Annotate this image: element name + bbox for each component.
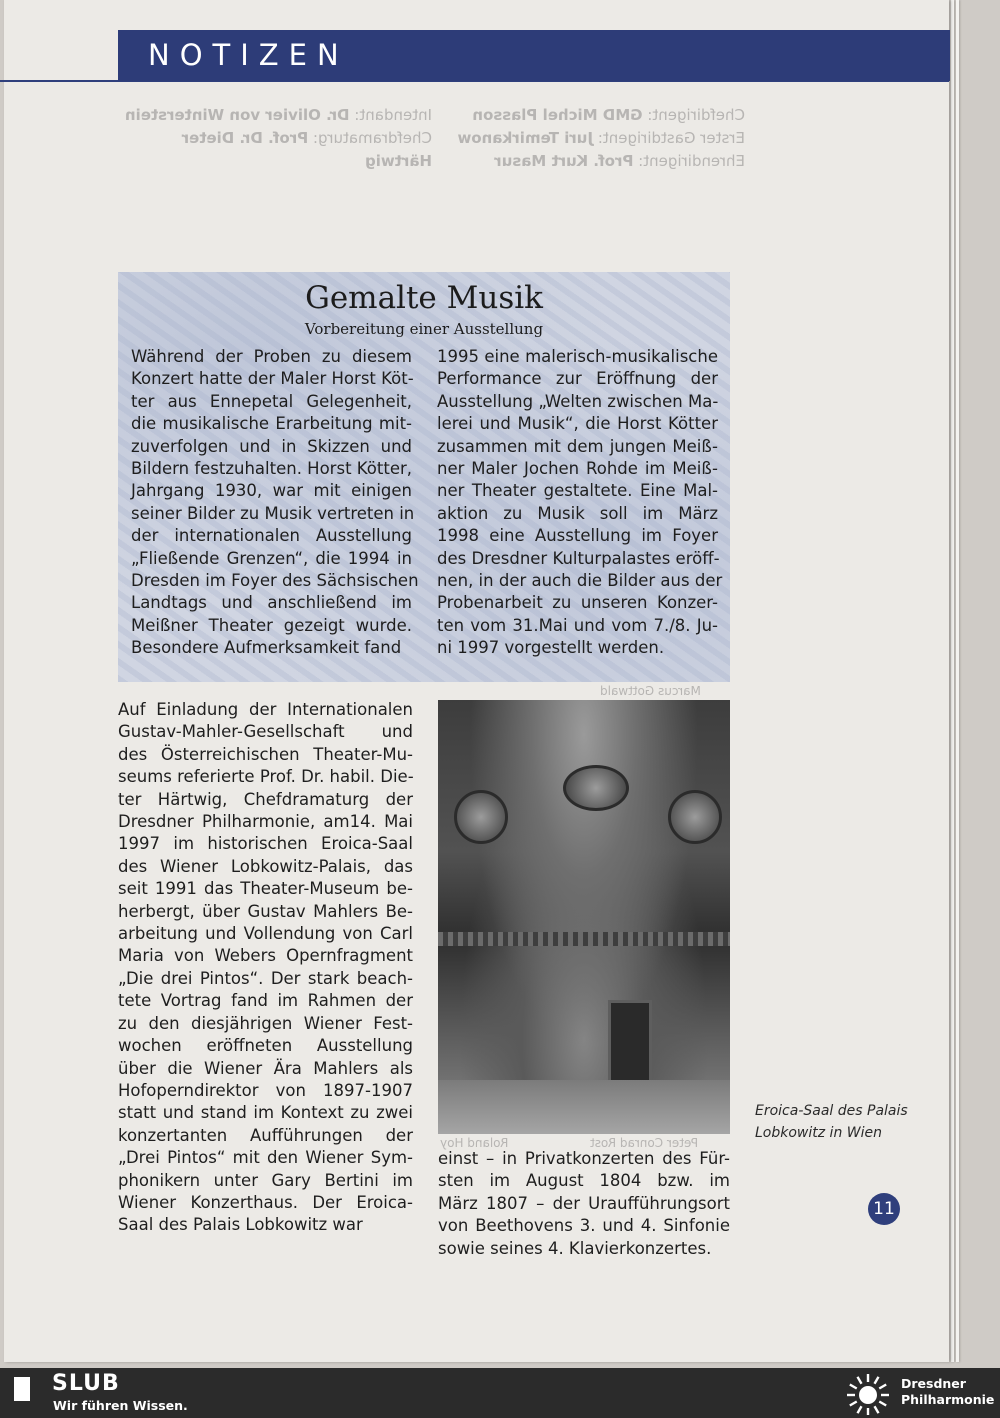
- ceiling-medallion: [563, 765, 629, 811]
- ghost-text-lower-2: Peter Conrad Rost: [590, 1136, 699, 1150]
- text-line: über die Wiener Ära Mahlers als: [118, 1058, 413, 1078]
- philharmonie-name: Dresdner Philharmonie: [901, 1376, 995, 1407]
- text-line: Performance zur Eröffnung der: [437, 369, 718, 389]
- text-line: tete Vortrag fand im Rahmen der: [118, 991, 413, 1011]
- text-line: „Fließende Grenzen“, die 1994 in: [131, 548, 412, 568]
- text-line: ner Theater gestaltete. Eine Mal-: [437, 481, 718, 501]
- footer-bar: [0, 1368, 1000, 1418]
- text-line: wochen eröffneten Ausstellung: [118, 1036, 413, 1056]
- text-line: ter aus Ennepetal Gelegenheit,: [131, 391, 412, 411]
- text-line: Saal des Palais Lobkowitz war: [118, 1215, 363, 1235]
- section-header: NOTIZEN: [118, 30, 950, 81]
- text-line: seiner Bilder zu Musik vertreten in: [131, 503, 415, 523]
- article-column-right: [437, 346, 723, 660]
- ghost-text-mid: Marcus Gottwald: [600, 684, 701, 698]
- ghost-text-right: Intendant: Dr. Olivier von Winterstein Chefdramaturg: Prof. Dr. Dieter Härtwig: [124, 106, 432, 170]
- ghost-text-lower-1: Roland Hoy: [440, 1136, 509, 1150]
- text-line: Jahrgang 1930, war mit einigen: [131, 481, 412, 501]
- text-line: „Drei Pintos“ mit den Wiener Sym-: [118, 1148, 413, 1168]
- text-line: ni 1997 vorgestellt werden.: [437, 638, 665, 658]
- text-line: Auf Einladung der Internationalen: [118, 700, 413, 719]
- text-line: lerei und Musik“, die Horst Kötter: [437, 414, 718, 434]
- text-line: sowie seines 4. Klavierkonzertes.: [438, 1238, 712, 1258]
- ceiling-medallion: [454, 790, 508, 844]
- floor: [438, 1080, 730, 1134]
- text-line: ten vom 31.Mai und vom 7./8. Ju-: [437, 615, 718, 635]
- text-line: statt und stand im Kontext zu zwei: [118, 1103, 413, 1123]
- text-line: einst – in Privatkonzerten des Für-: [438, 1149, 730, 1168]
- text-line: „Die drei Pintos“. Der stark beach-: [118, 968, 413, 988]
- text-line: Dresdner Philharmonie, am14. Mai: [118, 812, 413, 832]
- article-column-left: [131, 346, 419, 660]
- text-line: Maria von Webers Opernfragment: [118, 946, 413, 966]
- page-edge: [956, 0, 959, 1362]
- text-line: seit 1991 das Theater-Museum be-: [118, 879, 413, 899]
- photo-caption: Eroica-Saal des Palais Lobkowitz in Wien: [755, 1103, 908, 1141]
- cornice: [438, 932, 730, 946]
- article-title: Gemalte Musik: [305, 280, 543, 316]
- slub-logo-icon: [14, 1377, 30, 1401]
- text-line: zusammen mit dem jungen Meiß-: [437, 436, 718, 456]
- text-line: des Dresdner Kulturpalastes eröff-: [437, 548, 720, 568]
- philharmonie-logo-icon: [843, 1371, 893, 1415]
- text-line: aktion zu Musik soll im März: [437, 503, 718, 523]
- text-line: Dresden im Foyer des Sächsischen: [131, 571, 419, 591]
- text-line: Konzert hatte der Maler Horst Köt-: [131, 369, 414, 389]
- text-line: der internationalen Ausstellung: [131, 526, 412, 546]
- text-line: Besondere Aufmerksamkeit fand: [131, 638, 402, 658]
- slub-brand[interactable]: SLUB: [52, 1371, 120, 1396]
- text-line: ter Härtwig, Chefdramaturg der: [118, 789, 413, 809]
- text-line: phonikern unter Gary Bertini im: [118, 1170, 413, 1190]
- text-line: Wiener Konzerthaus. Der Eroica-: [118, 1192, 413, 1212]
- text-line: März 1807 – der Uraufführungsort: [438, 1193, 730, 1213]
- text-line: 1995 eine malerisch-musikalische: [437, 347, 718, 366]
- text-line: Gustav-Mahler-Gesellschaft und: [118, 722, 413, 742]
- text-line: sten im August 1804 bzw. im: [438, 1171, 730, 1191]
- ghost-text-left: Chefdirigent: GMD Michel Plasson Erster Gastdirigent: Juri Temirkanow Ehrendirigent: Prof. Kurt Masur: [457, 106, 745, 170]
- text-line: herbergt, über Gustav Mahlers Be-: [118, 901, 413, 921]
- text-line: 1997 im historischen Eroica-Saal: [118, 834, 413, 854]
- text-line: ner Maler Jochen Rohde im Meiß-: [437, 459, 718, 479]
- text-line: Während der Proben zu diesem: [131, 347, 412, 366]
- text-line: Hofoperndirektor von 1897-1907: [118, 1080, 413, 1100]
- text-line: zu den diesjährigen Wiener Fest-: [118, 1013, 413, 1033]
- text-line: Meißner Theater gezeigt wurde.: [131, 615, 412, 635]
- page-number-badge: 11: [868, 1193, 900, 1225]
- text-line: des Österreichischen Theater-Mu-: [118, 744, 413, 764]
- text-line: 1998 eine Ausstellung im Foyer: [437, 526, 718, 546]
- text-line: Landtags und anschließend im: [131, 593, 412, 613]
- eroica-saal-photo: [438, 700, 730, 1134]
- text-line: Ausstellung „Welten zwischen Ma-: [437, 391, 719, 411]
- text-line: arbeitung und Vollendung von Carl: [118, 924, 413, 944]
- slub-tagline: Wir führen Wissen.: [53, 1398, 188, 1413]
- text-line: nen, in der auch die Bilder aus der: [437, 571, 723, 591]
- text-line: die musikalische Erarbeitung mit-: [131, 414, 412, 434]
- ceiling-medallion: [668, 790, 722, 844]
- page-edge: [951, 0, 954, 1362]
- text-line: zuverfolgen und in Skizzen und: [131, 436, 412, 456]
- article-subtitle: Vorbereitung einer Ausstellung: [304, 320, 544, 338]
- text-line: konzertanten Aufführungen der: [118, 1125, 413, 1145]
- body-column-right: [438, 1148, 730, 1260]
- text-line: des Wiener Lobkowitz-Palais, das: [118, 856, 413, 876]
- body-column-left: [118, 699, 413, 1237]
- text-line: Bildern festzuhalten. Horst Kötter,: [131, 459, 412, 479]
- text-line: seums referierte Prof. Dr. habil. Die-: [118, 767, 414, 787]
- text-line: Probenarbeit zu unseren Konzer-: [437, 593, 718, 613]
- text-line: von Beethovens 3. und 4. Sinfonie: [438, 1216, 730, 1236]
